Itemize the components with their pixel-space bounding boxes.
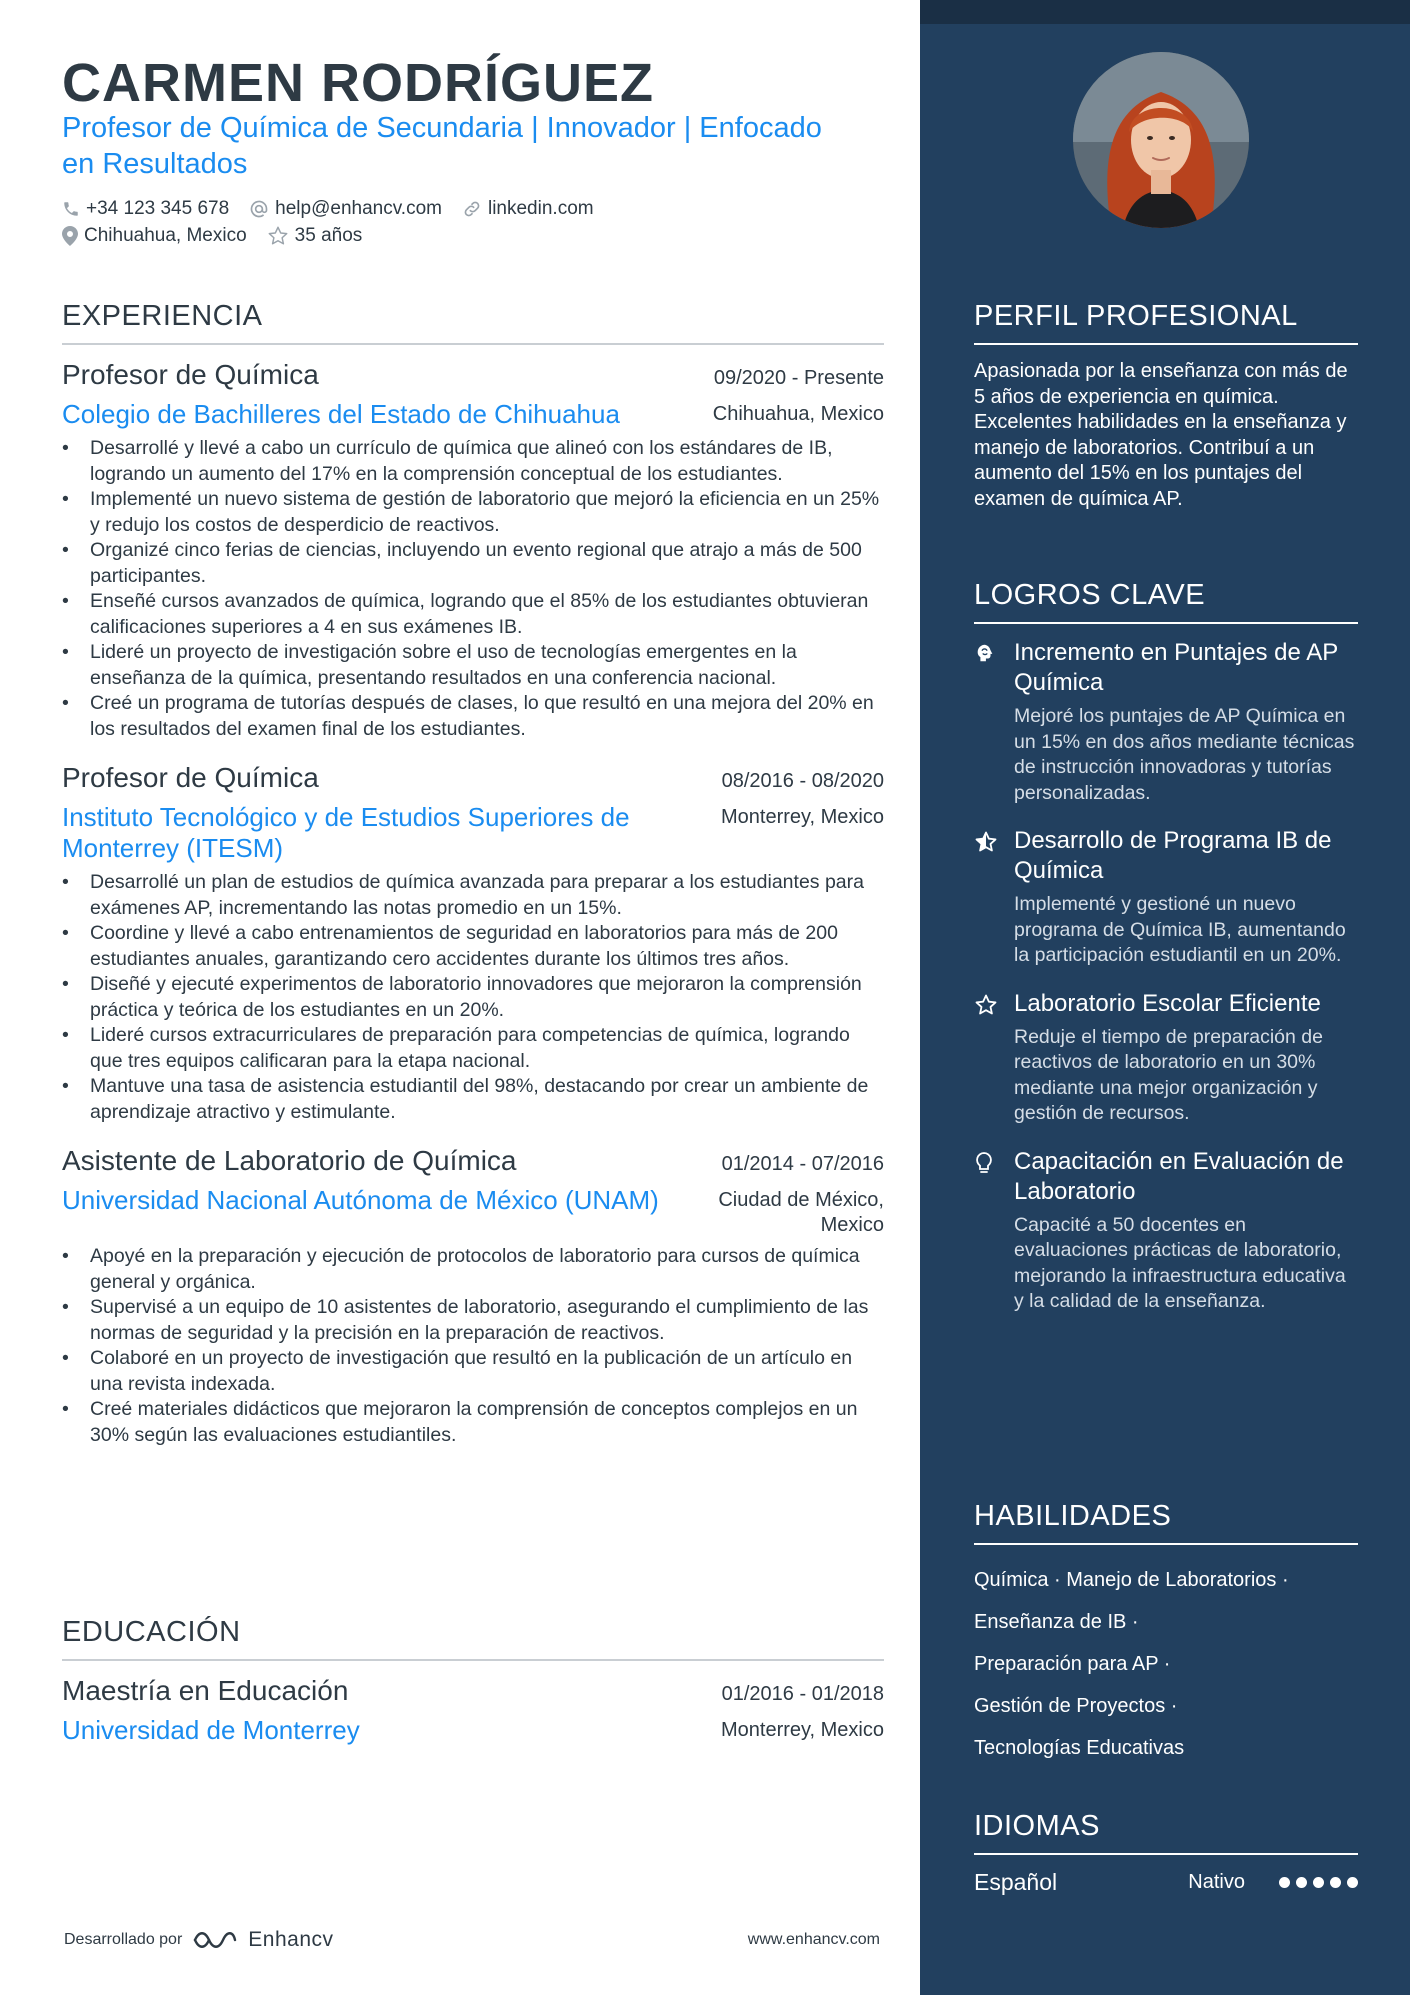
achievement-desc: Implementé y gestioné un nuevo programa de Química IB, aumentando la participación estudiantil en un 20%. — [1014, 893, 1346, 966]
language-level: Nativo — [1188, 1871, 1245, 1893]
footer — [64, 1928, 880, 1952]
rating-dot — [1313, 1877, 1324, 1888]
bullet-item: • Mantuve una tasa de asistencia estudiantil del 98%, destacando por crear un ambiente de aprendizaje atractivo y estimulante. — [62, 1074, 884, 1125]
bullet-item: • Creé materiales didácticos que mejoraron la comprensión de conceptos complejos en un 30% según las evaluaciones estudiantiles. — [62, 1397, 884, 1448]
achievement-desc: Mejoré los puntajes de AP Química en un 15% en dos años mediante técnicas de instrucción innovadoras y tutorías personalizadas. — [1014, 705, 1355, 804]
phone-text: +34 123 345 678 — [86, 197, 230, 219]
bullet-item: • Enseñé cursos avanzados de química, logrando que el 85% de los estudiantes obtuvieran calificaciones superiores a 4 en sus exámenes IB. — [62, 589, 884, 640]
location-contact — [62, 225, 247, 247]
bullet-item: • Lideré un proyecto de investigación sobre el uso de tecnologías emergentes en la enseñanza de la química, presentando resultados en una conferencia nacional. — [62, 640, 884, 691]
languages-title: IDIOMAS — [974, 1810, 1358, 1855]
achievements-title: LOGROS CLAVE — [974, 579, 1358, 624]
bullet-item: • Desarrollé un plan de estudios de química avanzada para preparar a los estudiantes para exámenes AP, incrementando las notas promedio en un 15%. — [62, 870, 884, 921]
sidebar — [920, 0, 1410, 1995]
education-location: Monterrey, Mexico — [720, 1719, 884, 1741]
bullet-item: • Coordine y llevé a cabo entrenamientos de seguridad en laboratorios para más de 200 estudiantes anuales, garantizando cero accidentes durante los últimos tres años. — [62, 921, 884, 972]
age-text: 35 años — [294, 224, 363, 246]
contact-row-2 — [62, 222, 884, 249]
education-section — [62, 1616, 884, 1766]
brand-name: Enhancv — [248, 1928, 334, 1951]
skills-title: HABILIDADES — [974, 1500, 1358, 1545]
languages-section — [974, 1810, 1358, 1896]
rating-dot — [1296, 1877, 1307, 1888]
profile-section — [974, 300, 1358, 512]
profile-photo — [1073, 52, 1249, 228]
job-bullets — [62, 436, 884, 742]
skill-item: Tecnologías Educativas — [974, 1737, 1185, 1759]
achievement-item — [974, 1147, 1358, 1315]
bullet-item: • Lideré cursos extracurriculares de preparación para competencias de química, logrando que tres equipos calificaran para la etapa nacional. — [62, 1023, 884, 1074]
brain-icon — [974, 642, 996, 664]
skill-item: Preparación para AP · — [974, 1653, 1171, 1675]
job-entry — [62, 359, 884, 742]
achievement-title: Incremento en Puntajes de AP Química — [1014, 639, 1338, 696]
profile-photo-illustration — [1073, 52, 1249, 228]
bullet-item: • Desarrollé y llevé a cabo un currículo de química que alineó con los estándares de IB, logrando un aumento del 17% en la comprensión conceptual de los estudiantes. — [62, 436, 884, 487]
age-contact — [267, 225, 363, 247]
bullet-item: • Diseñé y ejecuté experimentos de laboratorio innovadores que mejoraron la comprensión práctica y teórica de los estudiantes en un 20%. — [62, 972, 884, 1023]
achievements-section — [974, 579, 1358, 1335]
job-entry — [62, 1145, 884, 1448]
achievement-item — [974, 826, 1358, 969]
skills-list — [974, 1559, 1358, 1769]
skill-item: Química · — [974, 1569, 1061, 1591]
job-title: Profesor de Química — [62, 762, 319, 793]
contact-info — [62, 195, 884, 249]
achievement-title: Capacitación en Evaluación de Laboratorio — [1014, 1147, 1344, 1205]
linkedin-contact[interactable] — [462, 198, 594, 220]
job-date: 01/2014 - 07/2016 — [721, 1153, 884, 1175]
achievement-desc: Reduje el tiempo de preparación de reactivos de laboratorio en un 30% mediante una mejor organización y gestión de recursos. — [1014, 1025, 1323, 1124]
job-company: Universidad Nacional Autónoma de México (UNAM) — [62, 1185, 659, 1215]
school-name: Universidad de Monterrey — [62, 1715, 360, 1745]
lightbulb-icon — [974, 1151, 994, 1175]
skill-item: Manejo de Laboratorios · — [1066, 1569, 1289, 1591]
profile-title: PERFIL PROFESIONAL — [974, 300, 1358, 345]
star-outline-icon — [267, 225, 289, 247]
bullet-item: • Supervisé a un equipo de 10 asistentes de laboratorio, asegurando el cumplimiento de las normas de seguridad y la precisión en la preparación de reactivos. — [62, 1295, 884, 1346]
job-location: Monterrey, Mexico — [720, 806, 884, 828]
star-half-icon — [974, 830, 998, 854]
bullet-item: • Creé un programa de tutorías después de clases, lo que resultó en una mejora del 20% en los resultados del examen final de los estudiantes. — [62, 691, 884, 742]
skills-section — [974, 1500, 1358, 1769]
bullet-item: • Colaboré en un proyecto de investigación que resultó en la publicación de un artículo en una revista indexada. — [62, 1346, 884, 1397]
education-date: 01/2016 - 01/2018 — [721, 1683, 884, 1705]
skill-item: Enseñanza de IB · — [974, 1611, 1139, 1633]
job-bullets — [62, 1244, 884, 1448]
rating-dot — [1330, 1877, 1341, 1888]
rating-dot — [1347, 1877, 1358, 1888]
education-title: EDUCACIÓN — [62, 1616, 884, 1661]
location-text: Chihuahua, Mexico — [84, 224, 247, 246]
sidebar-top-bar — [920, 0, 1410, 24]
footer-url[interactable]: www.enhancv.com — [747, 1931, 880, 1948]
achievement-item — [974, 989, 1358, 1127]
education-entry — [62, 1675, 884, 1746]
achievement-item — [974, 638, 1358, 806]
candidate-name: CARMEN RODRÍGUEZ — [62, 53, 654, 113]
achievement-desc: Capacité a 50 docentes en evaluaciones prácticas de laboratorio, mejorando la infraestructura educativa y la calidad de la enseñanza. — [1014, 1213, 1346, 1312]
job-title: Profesor de Química — [62, 359, 319, 390]
bullet-item: • Apoyé en la preparación y ejecución de protocolos de laboratorio para cursos de química general y orgánica. — [62, 1244, 884, 1295]
rating-dot — [1279, 1877, 1290, 1888]
contact-row-1 — [62, 195, 884, 222]
language-rating — [1279, 1877, 1358, 1888]
job-company: Colegio de Bachilleres del Estado de Chihuahua — [62, 399, 620, 429]
powered-by-text: Desarrollado por — [64, 1931, 183, 1948]
experience-title: EXPERIENCIA — [62, 300, 884, 345]
job-location: Chihuahua, Mexico — [712, 403, 884, 425]
link-icon — [462, 199, 482, 219]
job-date: 08/2016 - 08/2020 — [721, 770, 884, 792]
email-contact[interactable] — [249, 198, 442, 220]
language-name: Español — [974, 1869, 1058, 1895]
at-icon — [249, 199, 269, 219]
linkedin-text: linkedin.com — [487, 197, 594, 219]
email-text: help@enhancv.com — [275, 197, 442, 219]
job-entry — [62, 762, 884, 1125]
bullet-item: • Organizé cinco ferias de ciencias, incluyendo un evento regional que atrajo a más de 500 participantes. — [62, 538, 884, 589]
skill-item: Gestión de Proyectos · — [974, 1695, 1178, 1717]
language-item — [974, 1869, 1358, 1896]
phone-contact[interactable] — [62, 198, 229, 220]
enhancv-logo-icon — [192, 1929, 238, 1951]
experience-section — [62, 300, 884, 1468]
profile-summary: Apasionada por la enseñanza con más de 5 años de experiencia en química. Excelentes habilidades en la enseñanza y manejo de laboratorios. Contribuí a un aumento del 15% en los puntajes del examen de química AP. — [974, 360, 1348, 510]
job-date: 09/2020 - Presente — [713, 367, 884, 389]
achievement-title: Laboratorio Escolar Eficiente — [1014, 989, 1321, 1017]
job-location: Ciudad de México, Mexico — [718, 1189, 884, 1236]
star-icon — [974, 993, 998, 1017]
phone-icon — [62, 200, 80, 218]
job-company: Instituto Tecnológico y de Estudios Superiores de Monterrey (ITESM) — [62, 802, 630, 863]
achievement-title: Desarrollo de Programa IB de Química — [1014, 827, 1332, 884]
headline: Profesor de Química de Secundaria | Innovador | Enfocado en Resultados — [62, 112, 822, 180]
job-bullets — [62, 870, 884, 1125]
skill-row — [974, 1559, 1358, 1601]
location-pin-icon — [62, 226, 78, 246]
footer-branding — [64, 1928, 334, 1952]
job-title: Asistente de Laboratorio de Química — [62, 1145, 517, 1176]
degree-title: Maestría en Educación — [62, 1675, 349, 1706]
bullet-item: • Implementé un nuevo sistema de gestión de laboratorio que mejoró la eficiencia en un 25% y redujo los costos de desperdicio de reactivos. — [62, 487, 884, 538]
